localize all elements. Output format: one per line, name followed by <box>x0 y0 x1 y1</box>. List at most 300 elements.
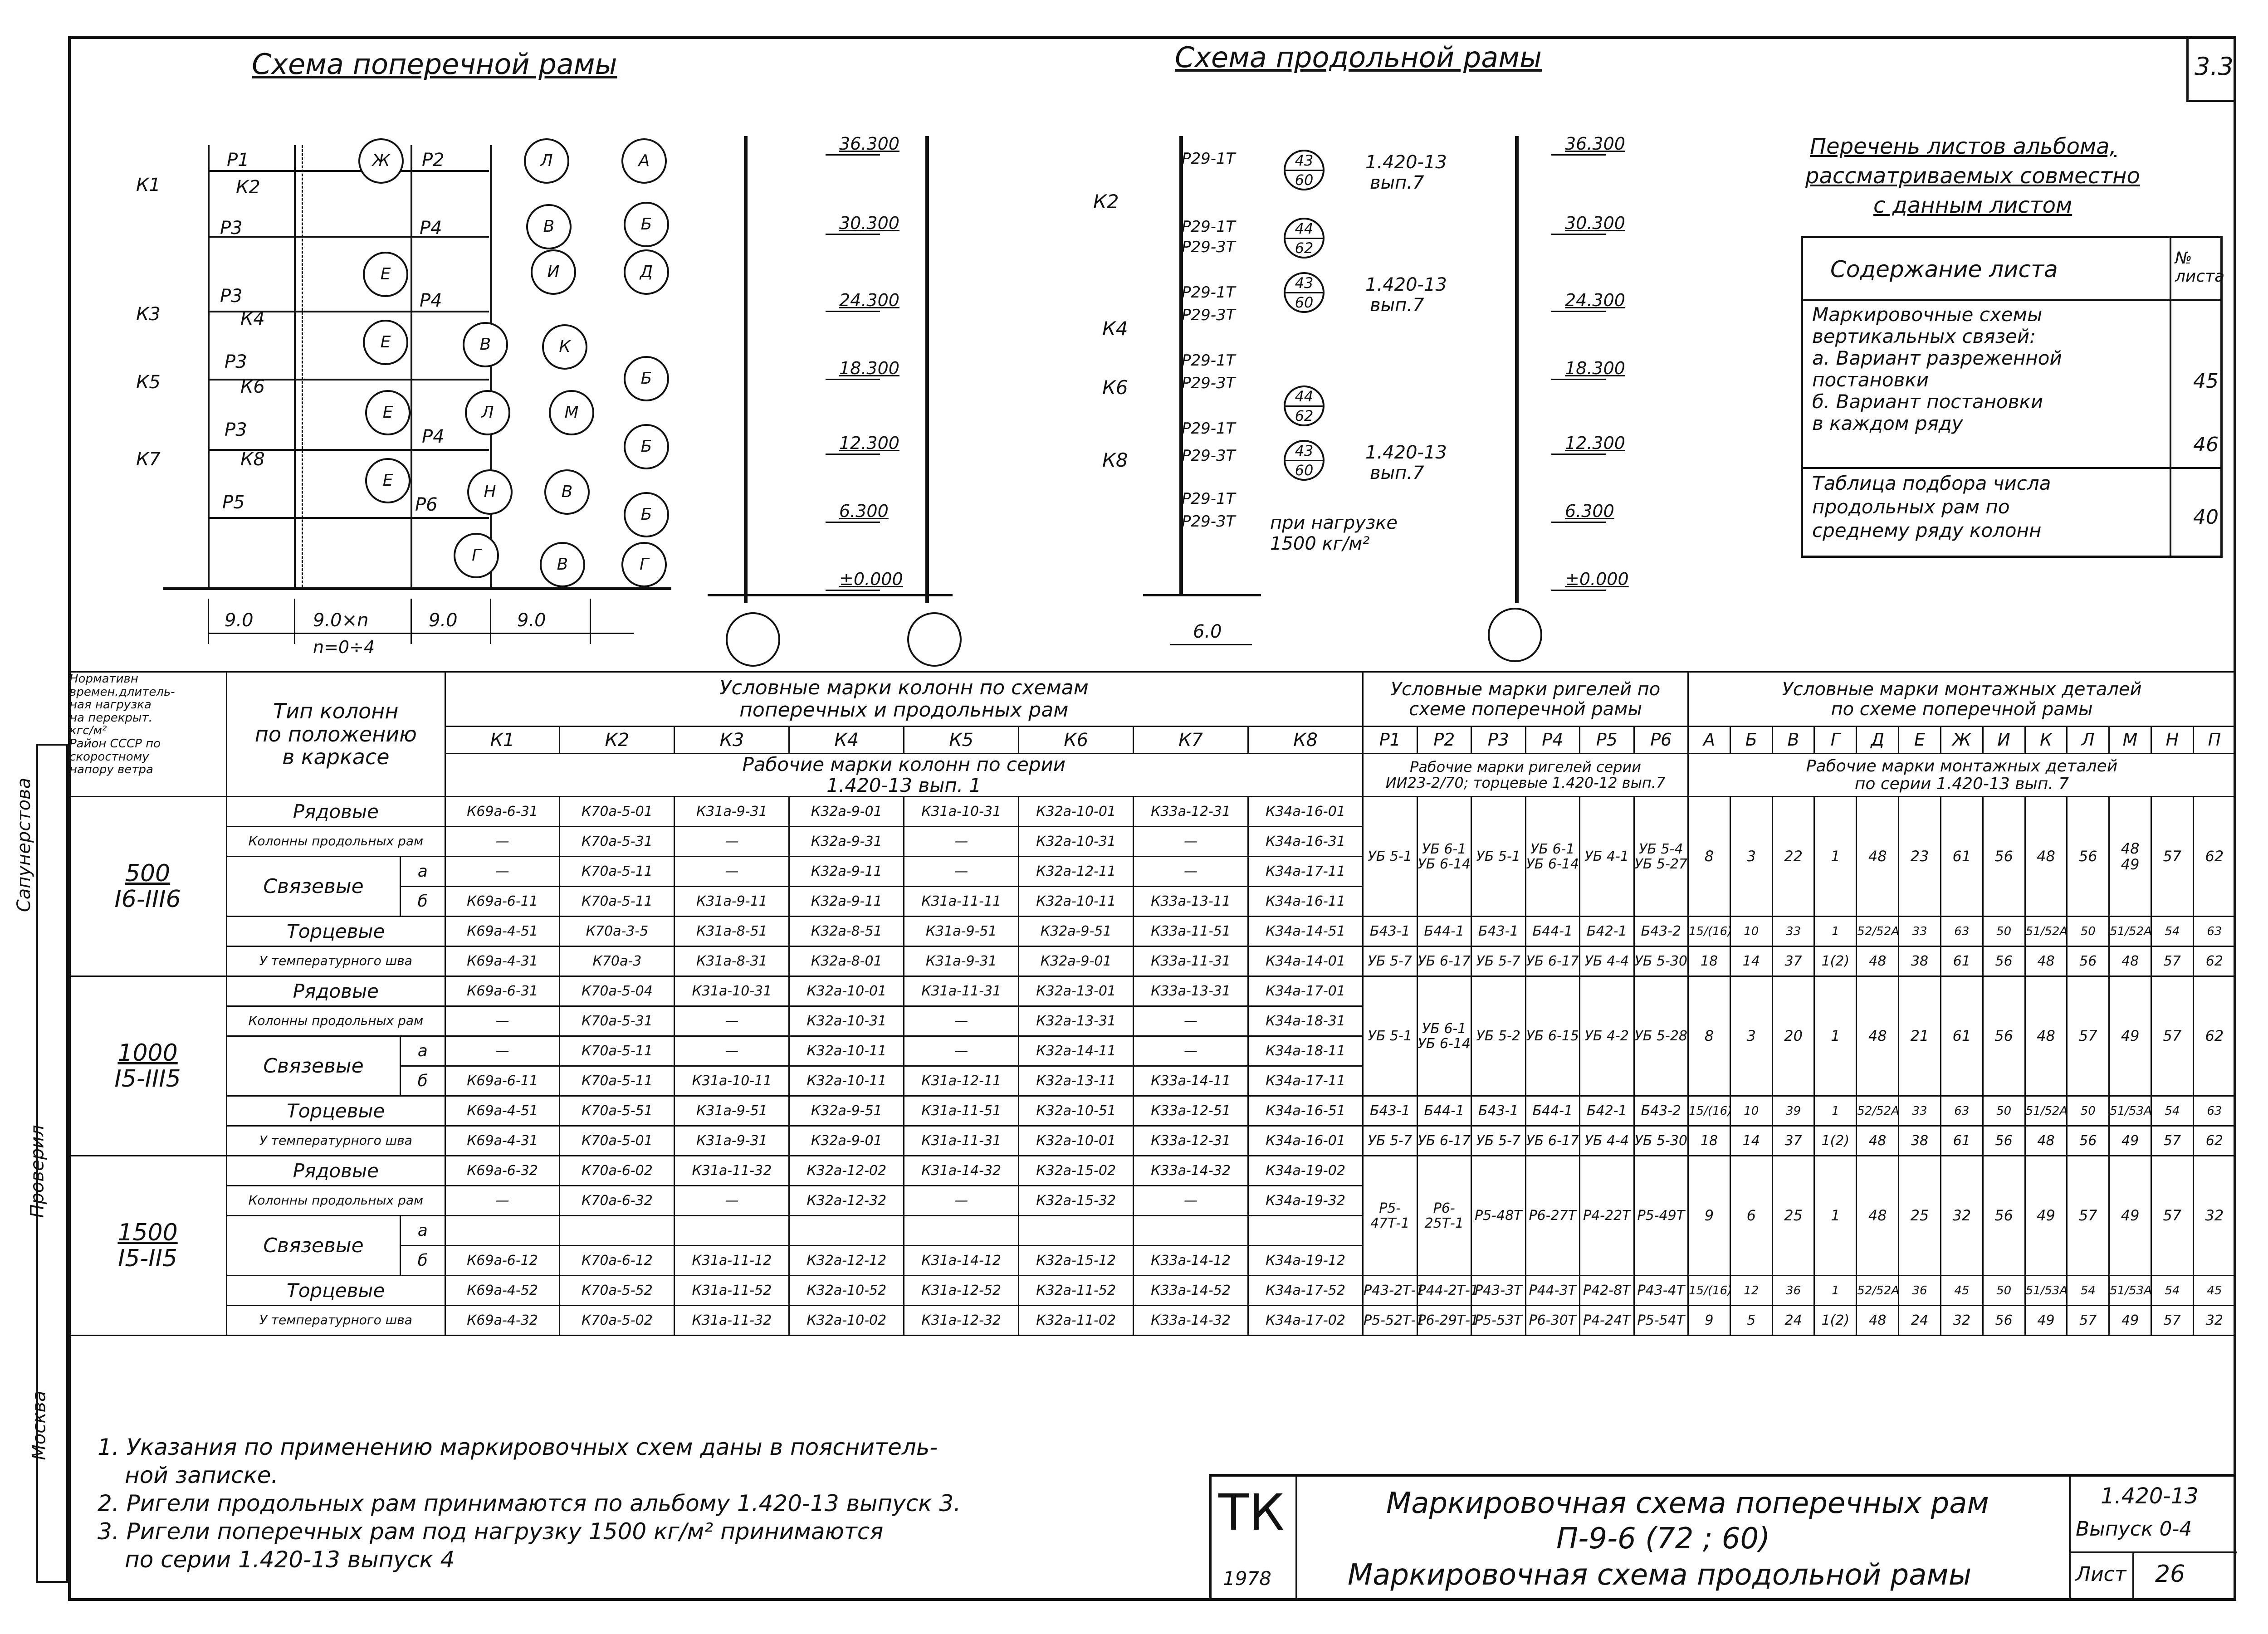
cross-label: К6 <box>240 376 265 397</box>
list-row-2-line: продольных рам по <box>1812 496 2010 518</box>
long-beam-mark: Р29-3Т <box>1182 374 1236 392</box>
long-ref-top: 43 <box>1295 442 1314 459</box>
col-mark: К31а-12-32 <box>904 1306 1019 1336</box>
cross-label: Р4 <box>420 218 442 239</box>
head-norm-line: кгс/м² <box>69 724 107 738</box>
long-frame-title: Схема продольной рамы <box>1175 41 1542 74</box>
detail-mark: 48 <box>1857 946 1899 976</box>
col-mark: К32а-8-01 <box>789 946 904 976</box>
detail-mark: 48 <box>1857 976 1899 1096</box>
head-sub-p-line: Рабочие марки ригелей серии <box>1410 758 1642 776</box>
elev2-level-line <box>1551 590 1606 591</box>
long-load-note: при нагрузке 1500 кг/м² <box>1270 512 1398 554</box>
rigel-mark: Р5-54Т <box>1634 1306 1688 1336</box>
col-mark: К34а-18-11 <box>1248 1036 1363 1066</box>
cross-label: Р4 <box>422 426 445 447</box>
cross-dim-tick <box>294 599 295 644</box>
col-mark: К32а-13-11 <box>1019 1066 1134 1096</box>
detail-mark: 15/(16) <box>1688 917 1730 946</box>
detail-mark: 54 <box>2151 917 2193 946</box>
col-mark: К31а-9-11 <box>675 887 789 917</box>
long-ref-top: 44 <box>1295 388 1314 405</box>
rigel-mark: Р44-3Т <box>1525 1276 1580 1306</box>
col-mark: К33а-12-31 <box>1134 1126 1248 1156</box>
rigel-mark: УБ 6-1 УБ 6-14 <box>1417 976 1471 1096</box>
list-row-2-num: 40 <box>2193 506 2219 529</box>
col-mark: К34а-17-11 <box>1248 857 1363 887</box>
long-beam-mark: Р29-3Т <box>1182 306 1236 324</box>
long-beam-mark: Р29-3Т <box>1182 238 1236 256</box>
col-mark: К34а-16-11 <box>1248 887 1363 917</box>
head-mount <box>1688 672 2236 727</box>
cross-marker-circle: В <box>540 542 585 587</box>
cross-marker-circle: Б <box>624 202 669 247</box>
col-sub: б <box>400 1066 445 1096</box>
cross-label: К1 <box>136 175 161 195</box>
rigel-mark: УБ 5-1 <box>1471 797 1526 917</box>
detail-mark: 14 <box>1730 1126 1772 1156</box>
long-ref-circle <box>1284 218 1325 259</box>
col-mark: К31а-12-52 <box>904 1276 1019 1306</box>
col-mark: К31а-11-12 <box>675 1246 789 1276</box>
detail-mark: 57 <box>2151 976 2193 1096</box>
col-mark: К70а-5-52 <box>560 1276 675 1306</box>
col-mark: К70а-5-02 <box>560 1306 675 1336</box>
cross-dim-tick <box>490 599 491 644</box>
detail-mark: 61 <box>1941 797 1983 917</box>
col-mark: К34а-19-02 <box>1248 1156 1363 1186</box>
elev1-column <box>925 136 929 603</box>
list-row-1-num-b: 46 <box>2193 433 2219 456</box>
rigel-mark: Б42-1 <box>1580 917 1634 946</box>
cross-marker-circle: Л <box>524 138 569 184</box>
rigel-mark: УБ 6-15 <box>1525 976 1580 1096</box>
col-mark: К32а-10-01 <box>789 976 904 1006</box>
elev1-level-line <box>826 522 880 523</box>
cross-marker-circle: Г <box>454 533 499 578</box>
cross-dim-tick <box>590 599 591 644</box>
detail-mark: 50 <box>2067 1096 2109 1126</box>
cross-marker-circle: Н <box>467 469 513 515</box>
rigel-mark: Р6-30Т <box>1525 1306 1580 1336</box>
detail-mark: 18 <box>1688 1126 1730 1156</box>
head-col-d: М <box>2109 727 2151 754</box>
cross-dim-line <box>208 633 634 634</box>
col-mark: — <box>904 857 1019 887</box>
note-2: 2. Ригели продольных рам принимаются по альбому 1.420-13 выпуск 3. <box>98 1490 961 1517</box>
detail-mark: 12 <box>1730 1276 1772 1306</box>
elev1-level: 24.300 <box>839 290 899 310</box>
detail-mark: 48 <box>2025 797 2067 917</box>
col-mark: К69а-4-31 <box>445 1126 560 1156</box>
rigel-mark: УБ 5-4 УБ 5-27 <box>1634 797 1688 917</box>
head-norm-line: напору ветра <box>69 763 153 777</box>
long-ref-bottom: 60 <box>1286 170 1323 189</box>
detail-mark: 57 <box>2151 1126 2193 1156</box>
col-mark: К32а-10-01 <box>1019 1126 1134 1156</box>
elev2-level: 12.300 <box>1565 433 1625 453</box>
list-row-2-line: Таблица подбора числа <box>1812 472 2051 494</box>
long-column-mark: К8 <box>1102 449 1128 471</box>
col-mark: К69а-6-31 <box>445 976 560 1006</box>
rigel-mark: УБ 6-17 <box>1417 1126 1471 1156</box>
head-col-p: Р6 <box>1634 727 1688 754</box>
rigel-mark: Р43-3Т <box>1471 1276 1526 1306</box>
col-mark: К31а-11-11 <box>904 887 1019 917</box>
col-mark: К32а-10-11 <box>789 1066 904 1096</box>
detail-mark: 62 <box>2193 1126 2235 1156</box>
detail-mark: 61 <box>1941 946 1983 976</box>
col-mark: К70а-5-11 <box>560 1036 675 1066</box>
long-beam-mark: Р29-1Т <box>1182 150 1236 168</box>
detail-mark: 10 <box>1730 917 1772 946</box>
elev2-level-line <box>1551 522 1606 523</box>
col-type: Торцевые <box>227 1096 445 1126</box>
col-sub: б <box>400 1246 445 1276</box>
cross-column <box>294 145 296 587</box>
col-mark: К70а-5-11 <box>560 1066 675 1096</box>
list-row-1-line: в каждом ряду <box>1812 412 1963 434</box>
detail-mark: 1(2) <box>1814 946 1857 976</box>
elev2-level: ±0.000 <box>1565 569 1629 589</box>
cross-label: Р2 <box>422 150 445 171</box>
table-grid <box>68 671 2236 1336</box>
col-mark: К34а-16-31 <box>1248 827 1363 857</box>
detail-mark: 57 <box>2067 976 2109 1096</box>
stamp-org: ТК <box>1218 1483 1285 1541</box>
head-sub-p <box>1363 754 1688 797</box>
head-col-d: К <box>2025 727 2067 754</box>
rigel-mark: УБ 5-7 <box>1471 1126 1526 1156</box>
stamp-title-2: П-9-6 (72 ; 60) <box>1556 1522 1770 1556</box>
rigel-mark: УБ 5-30 <box>1634 1126 1688 1156</box>
list-title-3: с данным листом <box>1873 193 2072 218</box>
col-type: У температурного шва <box>227 1306 445 1336</box>
col-mark: — <box>675 1036 789 1066</box>
detail-mark: 45 <box>1941 1276 1983 1306</box>
col-mark: К69а-6-31 <box>445 797 560 827</box>
cross-marker-circle: В <box>463 322 508 367</box>
stamp-title-1: Маркировочная схема поперечных рам <box>1386 1487 1989 1520</box>
detail-mark: 51/53А <box>2109 1096 2151 1126</box>
col-type: Рядовые <box>227 1156 445 1186</box>
detail-mark: 45 <box>2193 1276 2235 1306</box>
cross-marker-circle: Б <box>624 424 669 469</box>
rigel-mark: Р42-8Т <box>1580 1276 1634 1306</box>
col-mark: К33а-12-31 <box>1134 797 1248 827</box>
list-row-1 <box>1812 304 2166 434</box>
detail-mark: 1 <box>1814 917 1857 946</box>
rigel-mark: Б43-1 <box>1471 1096 1526 1126</box>
detail-mark: 63 <box>1941 1096 1983 1126</box>
elev1-foundation <box>726 612 780 667</box>
head-col-k: К3 <box>675 727 789 754</box>
note-3b: по серии 1.420-13 выпуск 4 <box>125 1546 455 1573</box>
detail-mark: 56 <box>1983 1156 2025 1276</box>
detail-mark: 61 <box>1941 1126 1983 1156</box>
elev2-level-line <box>1551 379 1606 380</box>
head-norm-line: Район СССР по <box>69 737 161 751</box>
col-type: Колонны продольных рам <box>227 1006 445 1036</box>
col-mark <box>789 1216 904 1246</box>
rigel-mark: УБ 6-1 УБ 6-14 <box>1417 797 1471 917</box>
head-sub-k-line: 1.420-13 вып. 1 <box>826 774 982 797</box>
long-ref-issue: вып.7 <box>1370 172 1424 193</box>
rigel-mark: Р6-29Т-1 <box>1417 1306 1471 1336</box>
col-mark: К31а-12-11 <box>904 1066 1019 1096</box>
detail-mark: 36 <box>1772 1276 1814 1306</box>
list-row-1-line: б. Вариант постановки <box>1812 390 2043 413</box>
detail-mark: 62 <box>2193 797 2235 917</box>
list-row-1-line: а. Вариант разреженной <box>1812 347 2062 369</box>
group-wind: I6-III6 <box>114 885 181 913</box>
cross-label: Р3 <box>225 351 247 372</box>
head-col-d: В <box>1772 727 1814 754</box>
group-wind: I5-II5 <box>118 1244 177 1272</box>
head-col-k: К2 <box>560 727 675 754</box>
rigel-mark: Б44-1 <box>1525 1096 1580 1126</box>
long-beam-mark: Р29-1Т <box>1182 419 1236 438</box>
cross-dim-tick <box>411 599 412 644</box>
cross-marker-circle: И <box>531 249 576 295</box>
col-mark: К32а-10-11 <box>1019 887 1134 917</box>
head-columns-line: Условные марки колонн по схемам <box>719 676 1089 700</box>
group-wind: I5-III5 <box>114 1065 181 1093</box>
stamp-code: 1.420-13 <box>2101 1483 2199 1509</box>
detail-mark: 22 <box>1772 797 1814 917</box>
col-mark: К34а-18-31 <box>1248 1006 1363 1036</box>
long-dim: 6.0 <box>1193 621 1222 642</box>
col-mark <box>1019 1216 1134 1246</box>
col-mark: К31а-11-31 <box>904 1126 1019 1156</box>
col-mark <box>445 1216 560 1246</box>
col-mark: К33а-11-31 <box>1134 946 1248 976</box>
detail-mark: 54 <box>2151 1096 2193 1126</box>
detail-mark: 48 49 <box>2109 797 2151 917</box>
detail-mark: 49 <box>2109 976 2151 1096</box>
detail-mark: 15/(16) <box>1688 1276 1730 1306</box>
detail-mark: 1(2) <box>1814 1306 1857 1336</box>
head-sub-k <box>445 754 1363 797</box>
detail-mark: 3 <box>1730 797 1772 917</box>
col-sub: а <box>400 857 445 887</box>
col-mark: К32а-9-51 <box>789 1096 904 1126</box>
detail-mark: 57 <box>2151 797 2193 917</box>
list-title-2: рассматриваемых совместно <box>1805 163 2140 189</box>
detail-mark: 50 <box>1983 1096 2025 1126</box>
col-mark: К32а-8-51 <box>789 917 904 946</box>
list-title-1: Перечень листов альбома, <box>1810 134 2116 159</box>
col-mark: К32а-9-51 <box>1019 917 1134 946</box>
rigel-mark: Р6-27Т <box>1525 1156 1580 1276</box>
col-mark: К33а-14-52 <box>1134 1276 1248 1306</box>
col-mark: К32а-13-31 <box>1019 1006 1134 1036</box>
note-1b: ной записке. <box>125 1462 279 1488</box>
head-norm-line: ная нагрузка <box>69 698 152 712</box>
col-mark: К33а-13-11 <box>1134 887 1248 917</box>
col-mark: К69а-6-12 <box>445 1246 560 1276</box>
detail-mark: 56 <box>1983 797 2025 917</box>
rigel-mark: УБ 5-7 <box>1471 946 1526 976</box>
head-col-d: Г <box>1814 727 1857 754</box>
head-norm-line: скоростному <box>69 750 149 764</box>
rigel-mark: Б43-2 <box>1634 917 1688 946</box>
col-mark: — <box>445 1186 560 1216</box>
long-column-mark: К4 <box>1102 317 1128 340</box>
col-mark: К70а-5-11 <box>560 887 675 917</box>
detail-mark: 33 <box>1772 917 1814 946</box>
detail-mark: 1 <box>1814 1276 1857 1306</box>
rigel-mark: Р5-48Т <box>1471 1156 1526 1276</box>
head-col-d: Н <box>2151 727 2193 754</box>
col-type: Связевые <box>227 1216 401 1276</box>
head-norm-line: Нормативн <box>69 672 138 686</box>
elev1-level: 12.300 <box>839 433 899 453</box>
group-load-cell <box>69 1156 227 1336</box>
long-beam-mark: Р29-1Т <box>1182 218 1236 236</box>
detail-mark: 9 <box>1688 1306 1730 1336</box>
detail-mark: 33 <box>1899 1096 1941 1126</box>
elev1-level-line <box>826 454 880 455</box>
long-ref-top: 43 <box>1295 274 1314 292</box>
detail-mark: 54 <box>2151 1276 2193 1306</box>
head-col-k: К6 <box>1019 727 1134 754</box>
col-mark: К32а-11-02 <box>1019 1306 1134 1336</box>
rigel-mark: УБ 5-7 <box>1363 946 1418 976</box>
head-col-p: Р3 <box>1471 727 1526 754</box>
sheet-corner-number: 3.3 <box>2195 52 2234 81</box>
detail-mark: 10 <box>1730 1096 1772 1126</box>
elev1-level: 6.300 <box>839 501 889 521</box>
long-ref-circle <box>1284 440 1325 481</box>
head-col-d: П <box>2193 727 2235 754</box>
head-rigels-line: Условные марки ригелей по <box>1390 678 1661 700</box>
rigel-mark: Р5-47Т-1 <box>1363 1156 1418 1276</box>
detail-mark: 50 <box>1983 1276 2025 1306</box>
cross-beam <box>208 517 489 519</box>
col-mark: К31а-11-32 <box>675 1306 789 1336</box>
head-columns-line: поперечных и продольных рам <box>739 698 1069 722</box>
col-type: Колонны продольных рам <box>227 1186 445 1216</box>
detail-mark: 21 <box>1899 976 1941 1096</box>
detail-mark: 50 <box>1983 917 2025 946</box>
rigel-mark: УБ 4-4 <box>1580 1126 1634 1156</box>
elev2-level-line <box>1551 154 1606 156</box>
col-mark: К31а-9-31 <box>904 946 1019 976</box>
col-mark: К33а-13-31 <box>1134 976 1248 1006</box>
col-mark: К32а-12-32 <box>789 1186 904 1216</box>
detail-mark: 56 <box>1983 1126 2025 1156</box>
col-mark: К70а-5-01 <box>560 797 675 827</box>
list-head-num: № листа <box>2175 249 2225 286</box>
detail-mark: 52/52А <box>1857 917 1899 946</box>
col-mark: К34а-14-01 <box>1248 946 1363 976</box>
col-mark: К31а-9-31 <box>675 797 789 827</box>
col-mark: К69а-6-11 <box>445 1066 560 1096</box>
detail-mark: 48 <box>1857 1126 1899 1156</box>
detail-mark: 62 <box>2193 976 2235 1096</box>
long-beam-mark: Р29-1Т <box>1182 490 1236 508</box>
elev1-ground <box>708 594 953 596</box>
detail-mark: 38 <box>1899 1126 1941 1156</box>
detail-mark: 32 <box>1941 1306 1983 1336</box>
rigel-mark: УБ 6-17 <box>1525 946 1580 976</box>
long-ref-bottom: 62 <box>1286 238 1323 257</box>
detail-mark: 8 <box>1688 797 1730 917</box>
col-mark: К32а-13-01 <box>1019 976 1134 1006</box>
rigel-mark: УБ 5-7 <box>1363 1126 1418 1156</box>
long-beam-mark: Р29-1Т <box>1182 283 1236 302</box>
cross-label: К4 <box>240 308 265 329</box>
detail-mark: 48 <box>2025 976 2067 1096</box>
col-mark: — <box>445 1036 560 1066</box>
col-mark: К33а-11-51 <box>1134 917 1248 946</box>
head-type-line: Тип колонн <box>273 699 399 724</box>
detail-mark: 50 <box>2067 917 2109 946</box>
rigel-mark: УБ 4-1 <box>1580 797 1634 917</box>
col-mark: — <box>445 857 560 887</box>
detail-mark: 23 <box>1899 797 1941 917</box>
col-mark: К34а-17-11 <box>1248 1066 1363 1096</box>
long-dim-line <box>1170 644 1252 645</box>
long-ref-bottom: 62 <box>1286 405 1323 425</box>
head-col-d: Е <box>1899 727 1941 754</box>
list-head-content: Содержание листа <box>1830 256 2058 283</box>
rigel-mark: Р5-52Т-1 <box>1363 1306 1418 1336</box>
elev1-foundation <box>907 612 962 667</box>
detail-mark: 8 <box>1688 976 1730 1096</box>
rigel-mark: Р4-24Т <box>1580 1306 1634 1336</box>
col-mark: — <box>675 857 789 887</box>
detail-mark: 63 <box>1941 917 1983 946</box>
col-mark <box>560 1216 675 1246</box>
detail-mark: 48 <box>1857 1156 1899 1276</box>
head-sub-p-line: ИИ23-2/70; торцевые 1.420-12 вып.7 <box>1385 774 1666 792</box>
stamp-year: 1978 <box>1223 1567 1271 1590</box>
col-mark: К32а-10-02 <box>789 1306 904 1336</box>
col-mark: К69а-4-52 <box>445 1276 560 1306</box>
detail-mark: 54 <box>2067 1276 2109 1306</box>
detail-mark: 49 <box>2025 1306 2067 1336</box>
elev2-level-line <box>1551 311 1606 312</box>
note-3a: 3. Ригели поперечных рам под нагрузку 1500 кг/м² принимаются <box>98 1518 884 1545</box>
col-mark: К32а-11-52 <box>1019 1276 1134 1306</box>
detail-mark: 49 <box>2109 1306 2151 1336</box>
head-col-k: К8 <box>1248 727 1363 754</box>
long-ref-issue: вып.7 <box>1370 295 1424 316</box>
cross-marker-circle: Д <box>624 249 669 295</box>
detail-mark: 51/52А <box>2109 917 2151 946</box>
col-mark: — <box>1134 1006 1248 1036</box>
col-mark: К32а-9-31 <box>789 827 904 857</box>
group-load-cell <box>69 976 227 1156</box>
elev2-column <box>1515 136 1519 603</box>
rigel-mark: Р43-4Т <box>1634 1276 1688 1306</box>
rigel-mark: УБ 5-1 <box>1363 797 1418 917</box>
detail-mark: 14 <box>1730 946 1772 976</box>
detail-mark: 39 <box>1772 1096 1814 1126</box>
detail-mark: 48 <box>2025 946 2067 976</box>
col-mark: — <box>445 827 560 857</box>
long-ref-top: 43 <box>1295 152 1314 169</box>
cross-marker-circle: Л <box>465 390 510 435</box>
col-type: Торцевые <box>227 1276 445 1306</box>
rigel-mark: Б42-1 <box>1580 1096 1634 1126</box>
col-mark: К32а-12-12 <box>789 1246 904 1276</box>
col-mark: К31а-11-52 <box>675 1276 789 1306</box>
rigel-mark: УБ 6-17 <box>1417 946 1471 976</box>
col-mark: К32а-10-31 <box>789 1006 904 1036</box>
